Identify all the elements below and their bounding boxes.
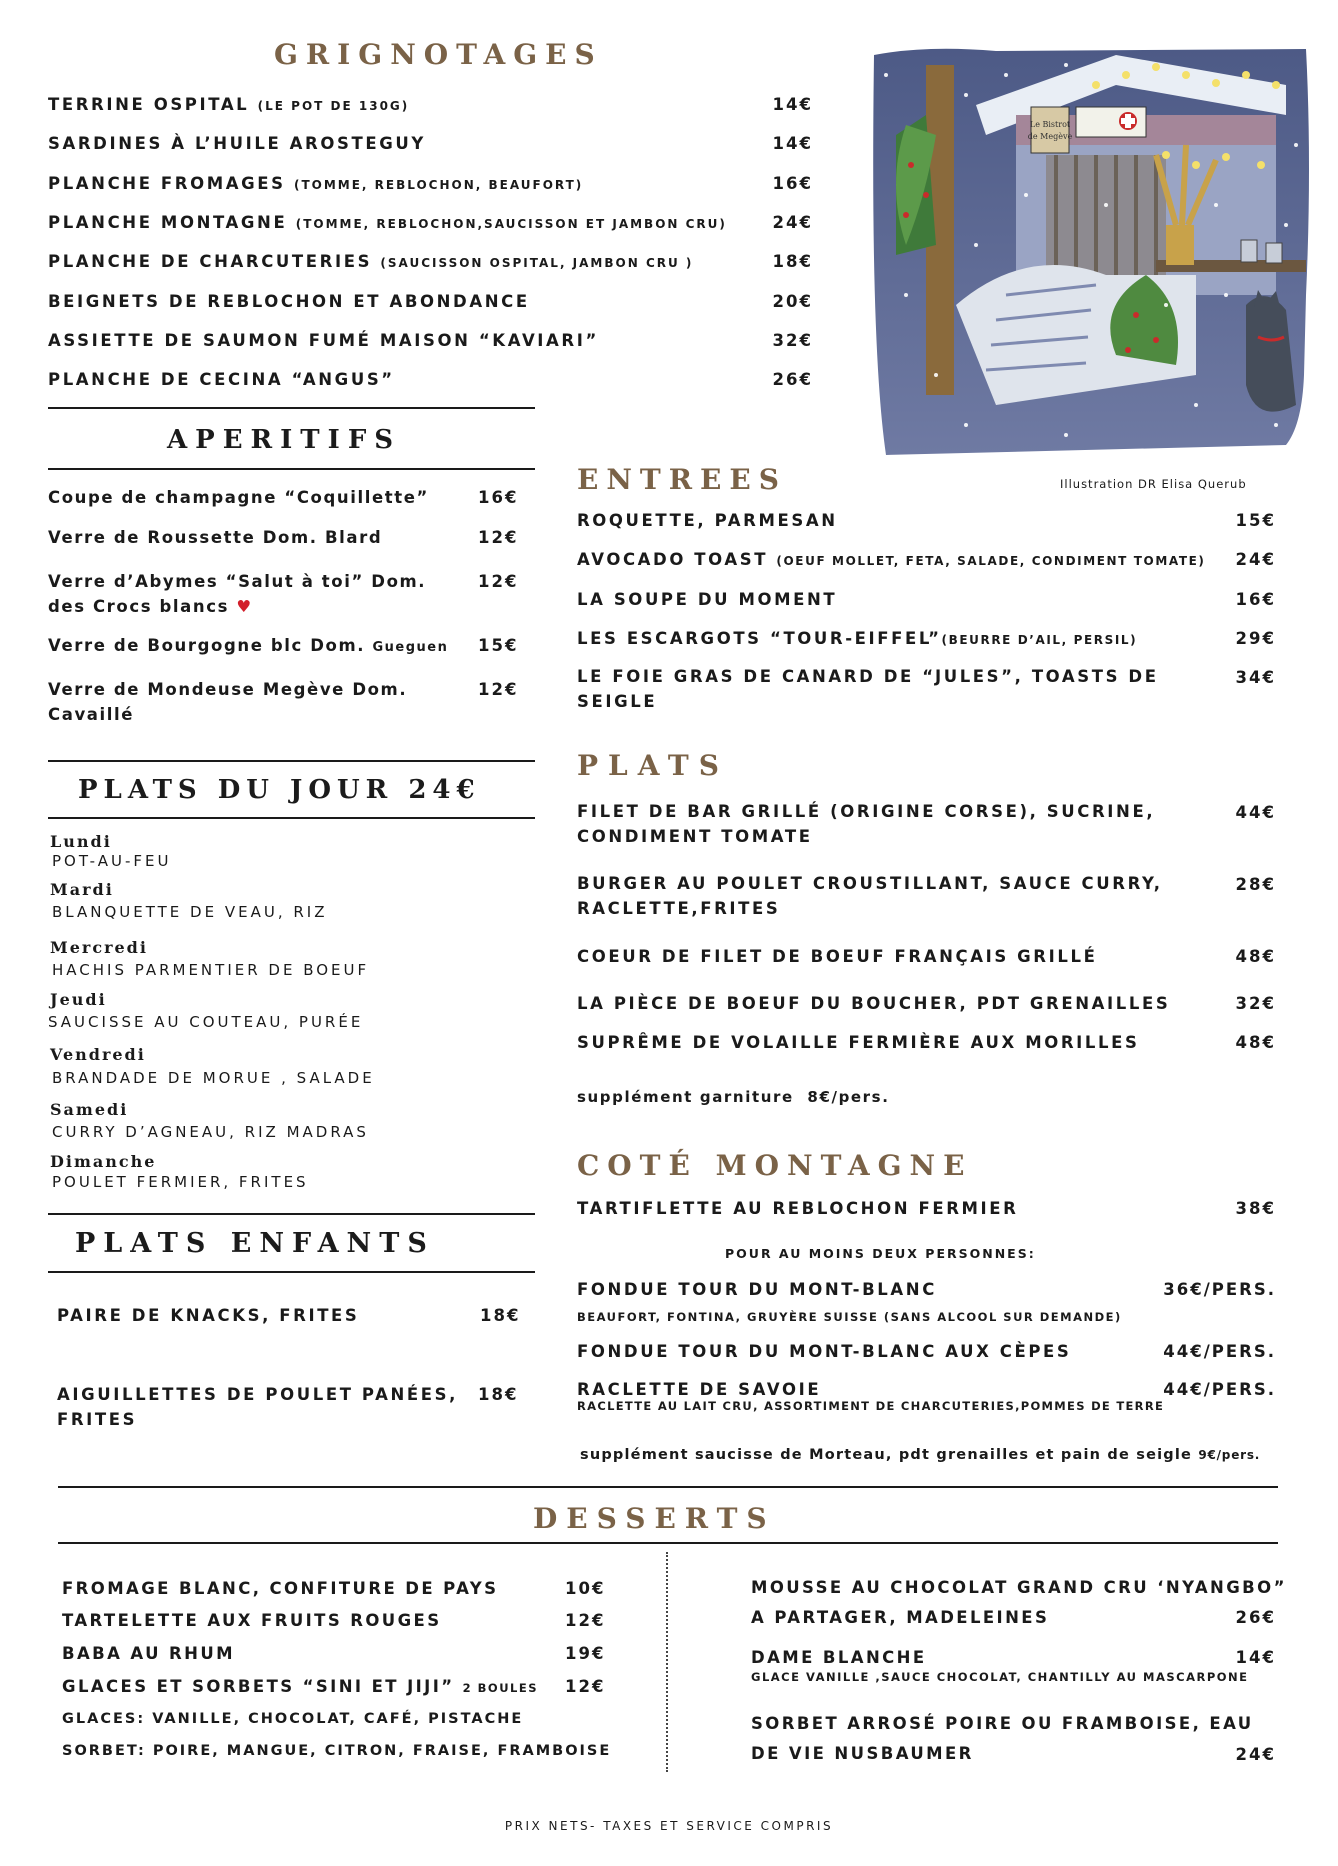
item-price: 16€ xyxy=(1235,590,1276,609)
item-name: LES ESCARGOTS “TOUR-EIFFEL” xyxy=(577,629,942,648)
menu-item: FONDUE TOUR DU MONT-BLANC AUX CÈPES xyxy=(577,1342,1072,1361)
day-dish: HACHIS PARMENTIER DE BOEUF xyxy=(52,961,370,979)
item-detail: BEAUFORT, FONTINA, GRUYÈRE SUISSE (SANS ALCOOL SUR DEMANDE) xyxy=(577,1310,1122,1324)
menu-item: SUPRÊME DE VOLAILLE FERMIÈRE AUX MORILLES xyxy=(577,1033,1140,1052)
item-price: 12€ xyxy=(478,528,519,547)
item-detail: (SAUCISSON OSPITAL, JAMBON CRU ) xyxy=(380,256,694,270)
item-name: LA SOUPE DU MOMENT xyxy=(577,590,838,609)
item-name: PLANCHE DE CHARCUTERIES xyxy=(48,252,373,271)
supplement-price: 9€/pers. xyxy=(1198,1448,1261,1462)
menu-item xyxy=(48,134,426,153)
plats-supplement: supplément garniture 8€/pers. xyxy=(577,1088,890,1106)
illustration-credit: Illustration DR Elisa Querub xyxy=(1060,477,1247,491)
cote-montagne-title: COTÉ MONTAGNE xyxy=(577,1149,973,1182)
item-price: 16€ xyxy=(478,488,519,507)
glaces-flavors: GLACES: VANILLE, CHOCOLAT, CAFÉ, PISTACHE xyxy=(62,1711,524,1727)
item-price: 44€ xyxy=(1235,803,1276,822)
item-price: 18€ xyxy=(478,1385,519,1404)
item-name: AVOCADO TOAST xyxy=(577,550,769,569)
item-detail: 2 BOULES xyxy=(462,1681,538,1695)
item-name: PLANCHE MONTAGNE xyxy=(48,213,288,232)
menu-item: TARTELETTE AUX FRUITS ROUGES xyxy=(62,1611,442,1630)
item-price: 10€ xyxy=(565,1579,606,1598)
day-label: Samedi xyxy=(50,1100,129,1119)
menu-item: RACLETTE DE SAVOIE xyxy=(577,1380,822,1399)
footer-note: PRIX NETS- TAXES ET SERVICE COMPRIS xyxy=(504,1819,834,1833)
cote-montagne-supplement xyxy=(580,1447,1260,1463)
item-detail: (LE POT DE 130G) xyxy=(257,99,410,113)
menu-item xyxy=(48,213,727,232)
item-price: 36€/PERS. xyxy=(1163,1280,1276,1299)
item-name: PLANCHE FROMAGES xyxy=(48,174,286,193)
menu-item xyxy=(62,1677,538,1696)
item-price: 16€ xyxy=(772,174,813,193)
item-price: 14€ xyxy=(1235,1648,1276,1667)
item-price: 32€ xyxy=(772,331,813,350)
item-detail: GLACE VANILLE ,SAUCE CHOCOLAT, CHANTILLY AU MASCARPONE xyxy=(751,1670,1249,1684)
item-detail: (OEUF MOLLET, FETA, SALADE, CONDIMENT TOMATE) xyxy=(776,554,1206,568)
item-price: 18€ xyxy=(772,252,813,271)
day-dish: BLANQUETTE DE VEAU, RIZ xyxy=(52,903,328,921)
grignotages-title: GRIGNOTAGES xyxy=(274,38,603,71)
item-detail: (TOMME, REBLOCHON,SAUCISSON ET JAMBON CRU) xyxy=(295,217,727,231)
item-price: 14€ xyxy=(772,134,813,153)
plats-title: PLATS xyxy=(577,749,729,782)
day-dish: POULET FERMIER, FRITES xyxy=(52,1173,309,1191)
desserts-title: DESSERTS xyxy=(533,1502,776,1535)
item-price: 24€ xyxy=(772,213,813,232)
entrees-title: ENTREES xyxy=(577,463,787,496)
sign-text-1: Le Bistrot xyxy=(1029,120,1071,129)
item-price: 15€ xyxy=(478,636,519,655)
menu-item xyxy=(577,550,1206,569)
day-label: Jeudi xyxy=(50,990,107,1009)
menu-item xyxy=(48,252,693,271)
item-name: ASSIETTE DE SAUMON FUMÉ MAISON “KAVIARI” xyxy=(48,331,599,350)
item-detail: RACLETTE AU LAIT CRU, ASSORTIMENT DE CHARCUTERIES,POMMES DE TERRE xyxy=(577,1399,1165,1413)
item-name: TERRINE OSPITAL xyxy=(48,95,250,114)
item-price: 19€ xyxy=(565,1644,606,1663)
menu-item: Verre de Roussette Dom. Blard xyxy=(48,528,383,547)
item-detail: (BEURRE D’AIL, PERSIL) xyxy=(941,633,1138,647)
item-name: Verre de Bourgogne blc Dom. xyxy=(48,636,366,655)
item-price: 14€ xyxy=(772,95,813,114)
divider xyxy=(48,468,535,470)
item-price: 29€ xyxy=(1235,629,1276,648)
item-name: ROQUETTE, PARMESAN xyxy=(577,511,838,530)
menu-item: TARTIFLETTE AU REBLOCHON FERMIER xyxy=(577,1199,1019,1218)
menu-item: Verre de Mondeuse Megève Dom. Cavaillé xyxy=(48,680,408,724)
column-divider xyxy=(666,1552,668,1772)
item-price: 24€ xyxy=(1235,550,1276,569)
item-price: 15€ xyxy=(1235,511,1276,530)
item-price: 12€ xyxy=(565,1611,606,1630)
item-name: Verre d’Abymes “Salut à toi” Dom. des Crocs blancs xyxy=(48,572,427,616)
menu-item: COEUR DE FILET DE BOEUF FRANÇAIS GRILLÉ xyxy=(577,947,1098,966)
supplement-text: supplément saucisse de Morteau, pdt grenailles et pain de seigle xyxy=(580,1447,1193,1463)
menu-item: Coupe de champagne “Coquillette” xyxy=(48,488,429,507)
day-label: Mercredi xyxy=(50,938,148,957)
menu-item: MOUSSE AU CHOCOLAT GRAND CRU ‘NYANGBO” A PARTAGER, MADELEINES xyxy=(751,1578,1287,1627)
day-dish: POT-AU-FEU xyxy=(52,852,172,870)
item-price: 12€ xyxy=(565,1677,606,1696)
menu-item xyxy=(577,511,838,530)
menu-item: AIGUILLETTES DE POULET PANÉES, FRITES xyxy=(57,1385,458,1429)
item-detail: Gueguen xyxy=(372,640,449,655)
plats-enfants-title: PLATS ENFANTS xyxy=(75,1228,435,1259)
menu-item: DAME BLANCHE xyxy=(751,1648,927,1667)
item-detail: (TOMME, REBLOCHON, BEAUFORT) xyxy=(293,178,584,192)
menu-item: LE FOIE GRAS DE CANARD DE “JULES”, TOASTS DE SEIGLE xyxy=(577,667,1159,711)
menu-item: FILET DE BAR GRILLÉ (ORIGINE CORSE), SUCRINE, CONDIMENT TOMATE xyxy=(577,802,1156,846)
menu-item xyxy=(48,174,583,193)
divider xyxy=(48,407,535,409)
divider xyxy=(48,1213,535,1215)
menu-item: BABA AU RHUM xyxy=(62,1644,235,1663)
menu-item: FONDUE TOUR DU MONT-BLANC xyxy=(577,1280,937,1299)
menu-item: FROMAGE BLANC, CONFITURE DE PAYS xyxy=(62,1579,499,1598)
divider xyxy=(48,760,535,762)
day-dish: BRANDADE DE MORUE , SALADE xyxy=(52,1069,375,1087)
menu-item: LA PIÈCE DE BOEUF DU BOUCHER, PDT GRENAILLES xyxy=(577,994,1171,1013)
day-label: Lundi xyxy=(50,832,112,851)
menu-item xyxy=(48,95,409,114)
item-name: GLACES ET SORBETS “SINI ET JIJI” xyxy=(62,1677,455,1696)
item-name: BEIGNETS DE REBLOCHON ET ABONDANCE xyxy=(48,292,530,311)
menu-item xyxy=(577,590,837,609)
divider xyxy=(58,1542,1278,1544)
divider xyxy=(48,1271,535,1273)
menu-item xyxy=(48,570,448,620)
item-price: 34€ xyxy=(1235,668,1276,687)
item-price: 26€ xyxy=(772,370,813,389)
item-price: 32€ xyxy=(1235,994,1276,1013)
divider xyxy=(58,1486,1278,1488)
day-dish: CURRY D’AGNEAU, RIZ MADRAS xyxy=(52,1123,369,1141)
plats-du-jour-title: PLATS DU JOUR 24€ xyxy=(78,775,481,805)
day-label: Vendredi xyxy=(50,1045,146,1064)
day-label: Dimanche xyxy=(50,1152,157,1171)
day-label: Mardi xyxy=(50,880,114,899)
menu-item xyxy=(48,370,395,389)
sign-text-2: de Megève xyxy=(1027,132,1073,141)
menu-item: SORBET ARROSÉ POIRE OU FRAMBOISE, EAU DE VIE NUSBAUMER xyxy=(751,1714,1254,1763)
item-price: 18€ xyxy=(480,1306,521,1325)
item-price: 20€ xyxy=(772,292,813,311)
item-name: PLANCHE DE CECINA “ANGUS” xyxy=(48,370,395,389)
item-price: 48€ xyxy=(1235,1033,1276,1052)
heart-icon: ♥ xyxy=(236,596,253,616)
aperitifs-title: APERITIFS xyxy=(167,425,402,455)
menu-item: BURGER AU POULET CROUSTILLANT, SAUCE CURRY, RACLETTE,FRITES xyxy=(577,874,1163,918)
divider xyxy=(48,817,535,819)
item-price: 44€/PERS. xyxy=(1163,1380,1276,1399)
menu-item xyxy=(48,636,448,655)
item-price: 38€ xyxy=(1235,1199,1276,1218)
day-dish: SAUCISSE AU COUTEAU, PURÉE xyxy=(48,1013,364,1031)
menu-item xyxy=(577,629,1137,648)
chalet-illustration xyxy=(866,45,1314,463)
menu-item: PAIRE DE KNACKS, FRITES xyxy=(57,1306,360,1325)
sorbet-flavors: SORBET: POIRE, MANGUE, CITRON, FRAISE, FRAMBOISE xyxy=(62,1743,612,1759)
item-price: 28€ xyxy=(1235,875,1276,894)
section-subtitle: POUR AU MOINS DEUX PERSONNES: xyxy=(725,1246,1036,1261)
item-price: 12€ xyxy=(478,680,519,699)
item-price: 12€ xyxy=(478,572,519,591)
item-price: 26€ xyxy=(1235,1608,1276,1627)
menu-item xyxy=(48,331,599,350)
item-price: 24€ xyxy=(1235,1745,1276,1764)
item-price: 44€/PERS. xyxy=(1163,1342,1276,1361)
menu-item xyxy=(48,292,530,311)
item-price: 48€ xyxy=(1235,947,1276,966)
item-name: SARDINES À L’HUILE AROSTEGUY xyxy=(48,134,426,153)
winter-chalet-drawing xyxy=(866,45,1314,463)
